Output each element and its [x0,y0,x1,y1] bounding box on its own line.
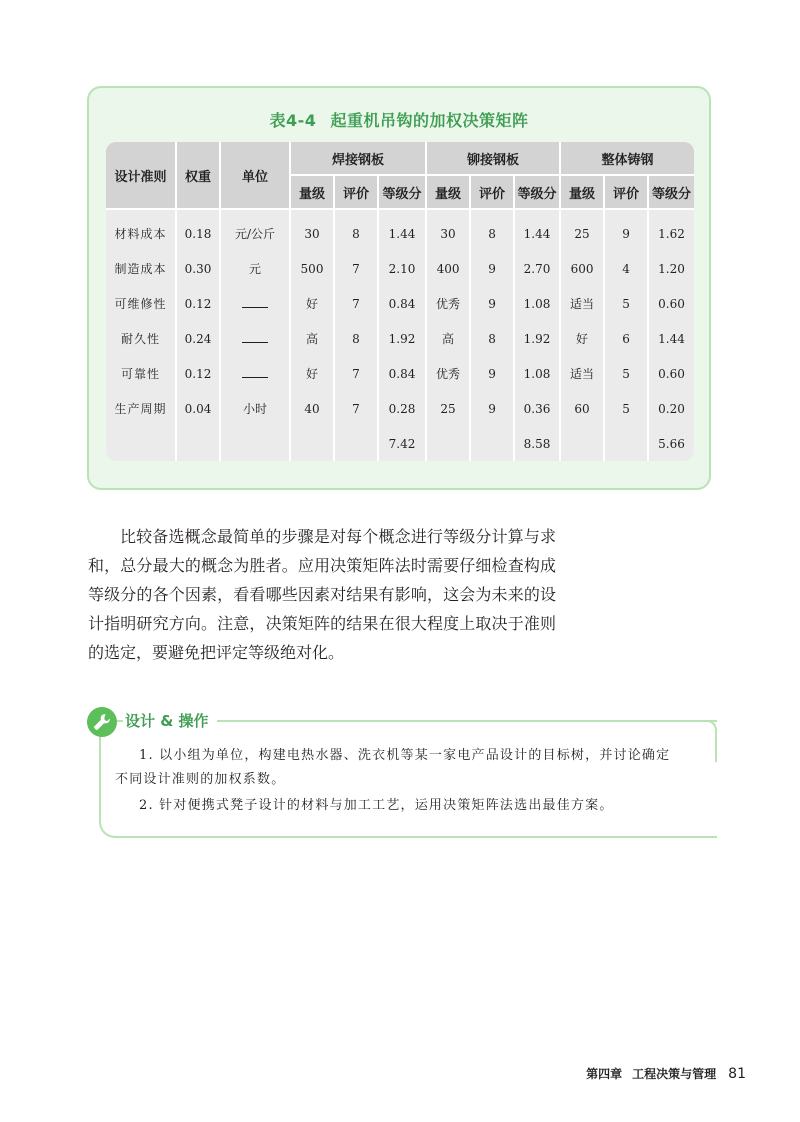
cell: 2.10 [378,251,426,286]
blank-line [242,334,268,343]
wrench-icon [87,707,117,737]
decision-matrix-table [106,142,694,461]
cell: 适当 [560,356,604,391]
table-row [106,391,694,426]
cell: 30 [290,209,334,251]
cell: 400 [426,251,470,286]
decision-matrix-panel [87,86,711,490]
empty-cell [176,426,220,461]
blank-line [242,369,268,378]
cell: 0.20 [648,391,694,426]
subheader-rating: 评价 [334,175,378,209]
total-riveted: 8.58 [514,426,560,461]
row-criterion: 制造成本 [106,251,176,286]
row-unit: 元/公斤 [220,209,290,251]
cell: 60 [560,391,604,426]
cell: 适当 [560,286,604,321]
cell: 高 [290,321,334,356]
empty-cell [334,426,378,461]
total-welded: 7.42 [378,426,426,461]
row-weight: 0.12 [176,286,220,321]
empty-cell [290,426,334,461]
cell: 25 [426,391,470,426]
cell: 8 [470,209,514,251]
activity-item-1-line-1: 1. 以小组为单位，构建电热水器、洗衣机等某一家电产品设计的目标树，并讨论确定 [139,748,671,763]
subheader-score: 等级分 [514,175,560,209]
cell: 8 [334,321,378,356]
cell: 8 [470,321,514,356]
cell: 优秀 [426,356,470,391]
cell: 7 [334,356,378,391]
cell: 9 [604,209,648,251]
cell: 好 [560,321,604,356]
table-row [106,251,694,286]
cell: 40 [290,391,334,426]
blank-line [242,299,268,308]
footer-chapter: 第四章 [586,1067,623,1081]
cell: 5 [604,391,648,426]
page-number: 81 [728,1066,746,1082]
cell: 好 [290,356,334,391]
design-activity-box [87,714,717,838]
empty-cell [220,426,290,461]
header-unit: 单位 [220,142,290,209]
cell: 高 [426,321,470,356]
cell: 0.84 [378,356,426,391]
row-criterion: 可靠性 [106,356,176,391]
cell: 0.60 [648,286,694,321]
activity-item-1-line-2: 不同设计准则的加权系数。 [115,772,286,787]
row-weight: 0.18 [176,209,220,251]
subheader-magnitude: 量级 [290,175,334,209]
row-criterion: 生产周期 [106,391,176,426]
page-footer [586,1065,746,1082]
table-row [106,356,694,391]
cell: 1.44 [378,209,426,251]
table-title [89,108,709,131]
cell: 7 [334,286,378,321]
subheader-magnitude: 量级 [426,175,470,209]
row-criterion: 耐久性 [106,321,176,356]
empty-cell [426,426,470,461]
cell: 5 [604,286,648,321]
table-row [106,209,694,251]
cell: 1.92 [514,321,560,356]
row-unit-blank [220,286,290,321]
row-weight: 0.24 [176,321,220,356]
total-cast: 5.66 [648,426,694,461]
cell: 1.20 [648,251,694,286]
row-weight: 0.12 [176,356,220,391]
subheader-magnitude: 量级 [560,175,604,209]
table-row [106,286,694,321]
row-unit: 元 [220,251,290,286]
empty-cell [604,426,648,461]
cell: 0.84 [378,286,426,321]
header-welded-steel: 焊接钢板 [290,142,426,175]
row-unit: 小时 [220,391,290,426]
cell: 0.60 [648,356,694,391]
empty-cell [106,426,176,461]
cell: 1.44 [648,321,694,356]
table-title-text: 起重机吊钩的加权决策矩阵 [330,111,529,130]
header-criterion: 设计准则 [106,142,176,209]
header-riveted-steel: 铆接钢板 [426,142,560,175]
cell: 7 [334,391,378,426]
row-criterion: 可维修性 [106,286,176,321]
row-weight: 0.30 [176,251,220,286]
header-cast-steel: 整体铸钢 [560,142,694,175]
cell: 4 [604,251,648,286]
cell: 9 [470,391,514,426]
cell: 1.92 [378,321,426,356]
empty-cell [470,426,514,461]
cell: 9 [470,356,514,391]
cell: 7 [334,251,378,286]
cell: 1.08 [514,356,560,391]
cell: 8 [334,209,378,251]
subheader-score: 等级分 [648,175,694,209]
row-criterion: 材料成本 [106,209,176,251]
cell: 25 [560,209,604,251]
cell: 30 [426,209,470,251]
empty-cell [560,426,604,461]
cell: 0.36 [514,391,560,426]
table-row [106,321,694,356]
cell: 好 [290,286,334,321]
activity-title: 设计 & 操作 [123,710,217,731]
subheader-rating: 评价 [604,175,648,209]
cell: 2.70 [514,251,560,286]
cell: 9 [470,251,514,286]
row-weight: 0.04 [176,391,220,426]
activity-item-2: 2. 针对便携式凳子设计的材料与加工工艺，运用决策矩阵法选出最佳方案。 [139,798,614,813]
footer-title: 工程决策与管理 [632,1067,717,1081]
cell: 6 [604,321,648,356]
subheader-rating: 评价 [470,175,514,209]
row-unit-blank [220,356,290,391]
cell: 500 [290,251,334,286]
cell: 600 [560,251,604,286]
cell: 1.62 [648,209,694,251]
activity-border-corner [707,720,717,762]
cell: 0.28 [378,391,426,426]
cell: 1.08 [514,286,560,321]
cell: 优秀 [426,286,470,321]
cell: 5 [604,356,648,391]
subheader-score: 等级分 [378,175,426,209]
row-unit-blank [220,321,290,356]
cell: 1.44 [514,209,560,251]
body-paragraph: 比较备选概念最简单的步骤是对每个概念进行等级分计算与求和，总分最大的概念为胜者。应用决策矩阵法时需要仔细检查构成等级分的各个因素，看看哪些因素对结果有影响，这会为未来的设计指明研究方向。注意，决策矩阵的结果在很大程度上取决于准则的选定，要避免把评定等级绝对化。 [88,527,556,662]
totals-row [106,426,694,461]
cell: 9 [470,286,514,321]
table-number: 表4-4 [269,111,317,130]
header-weight: 权重 [176,142,220,209]
